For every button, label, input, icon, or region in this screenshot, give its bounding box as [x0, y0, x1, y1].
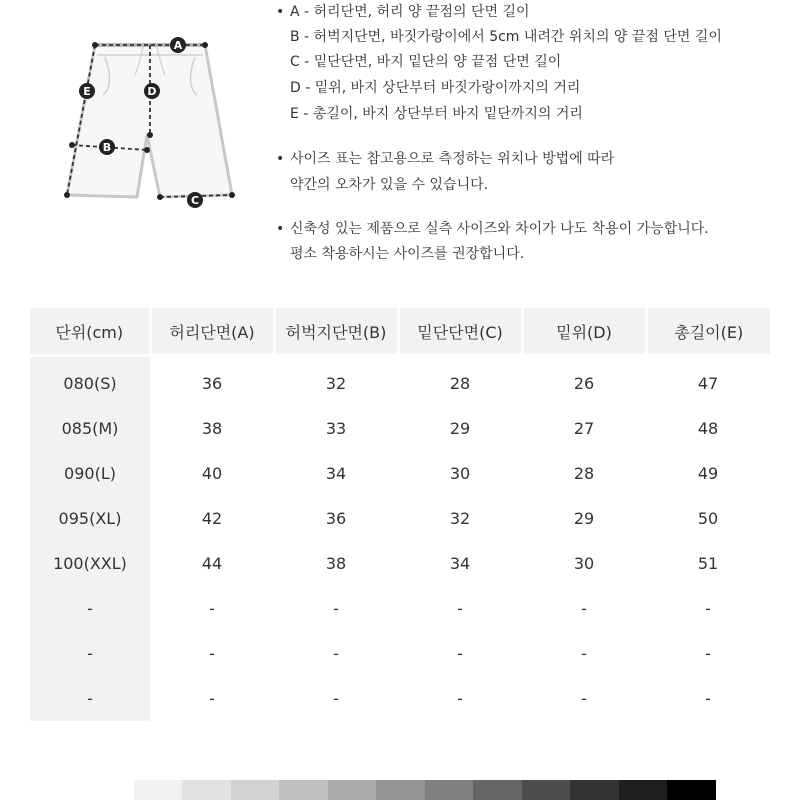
header-waist: 허리단면(A) — [150, 308, 274, 356]
size-label-cell: - — [30, 586, 150, 631]
disclaimer-line-1: 사이즈 표는 참고용으로 측정하는 위치나 방법에 따라 — [290, 151, 615, 167]
measurement-cell: 32 — [449, 509, 471, 528]
measurement-cell: 51 — [697, 554, 719, 573]
measurement-cell: 29 — [449, 419, 471, 438]
measurement-cell: 30 — [573, 554, 595, 573]
size-label-cell: 100(XXL) — [30, 541, 150, 586]
table-row — [30, 451, 770, 496]
color-swatch — [231, 780, 280, 800]
marker-d — [144, 83, 160, 99]
measurement-cell: - — [209, 599, 215, 618]
color-swatch — [134, 780, 183, 800]
measurement-cell: 29 — [573, 509, 595, 528]
measurement-cell: - — [333, 644, 339, 663]
color-swatch — [473, 780, 522, 800]
table-row — [30, 356, 770, 407]
header-total-length: 총길이(E) — [646, 308, 770, 356]
svg-text:C: C — [190, 194, 200, 207]
svg-text:D: D — [147, 85, 157, 98]
definition-c: C - 밑단단면, 바지 밑단의 양 끝점 단면 길이 — [290, 54, 562, 70]
measurement-cell: 47 — [697, 374, 719, 393]
color-swatch — [376, 780, 425, 800]
definition-e: E - 총길이, 바지 상단부터 바지 밑단까지의 거리 — [290, 106, 583, 122]
measurement-cell: 42 — [201, 509, 223, 528]
color-swatch — [570, 780, 619, 800]
color-swatch — [522, 780, 571, 800]
svg-text:A: A — [173, 39, 183, 52]
measurement-cell: 50 — [697, 509, 719, 528]
definition-b: B - 허벅지단면, 바짓가랑이에서 5cm 내려간 위치의 양 끝점 단면 길이 — [290, 29, 722, 45]
header-hem: 밑단단면(C) — [398, 308, 522, 356]
measurement-cell: - — [705, 644, 711, 663]
measurement-cell: - — [333, 599, 339, 618]
size-table — [30, 308, 770, 721]
stretch-note-line-1: 신축성 있는 제품으로 실측 사이즈와 차이가 나도 착용이 가능합니다. — [290, 221, 709, 237]
measurement-cell: - — [209, 689, 215, 708]
measurement-cell: 40 — [201, 464, 223, 483]
table-row — [30, 586, 770, 631]
measurement-cell: 44 — [201, 554, 223, 573]
color-swatch-strip — [85, 780, 716, 800]
size-label-cell: - — [30, 631, 150, 676]
definition-a: A - 허리단면, 허리 양 끝점의 단면 길이 — [290, 4, 530, 20]
measurement-cell: 49 — [697, 464, 719, 483]
measurement-cell: - — [705, 689, 711, 708]
measurement-cell: - — [581, 644, 587, 663]
table-row — [30, 496, 770, 541]
measurement-cell: 38 — [325, 554, 347, 573]
measurement-cell: 26 — [573, 374, 595, 393]
bullet: • — [276, 151, 285, 167]
bullet: • — [276, 221, 285, 237]
measurement-cell: - — [333, 689, 339, 708]
color-swatch — [85, 780, 134, 800]
measurement-cell: - — [209, 644, 215, 663]
color-swatch — [425, 780, 474, 800]
measurement-cell: 27 — [573, 419, 595, 438]
stretch-note-line-2: 평소 착용하시는 사이즈를 권장합니다. — [290, 246, 525, 262]
table-row — [30, 631, 770, 676]
color-swatch — [667, 780, 716, 800]
measurement-cell: 48 — [697, 419, 719, 438]
size-label-cell: 095(XL) — [30, 496, 150, 541]
marker-c — [187, 192, 203, 208]
measurement-cell: - — [581, 689, 587, 708]
bullet: • — [276, 4, 285, 20]
measurement-cell: - — [705, 599, 711, 618]
measurement-cell: 32 — [325, 374, 347, 393]
color-swatch — [279, 780, 328, 800]
marker-a — [170, 37, 186, 53]
measurement-cell: 28 — [449, 374, 471, 393]
measurement-cell: 38 — [201, 419, 223, 438]
measurement-cell: 34 — [449, 554, 471, 573]
marker-b — [99, 139, 115, 155]
header-rise: 밑위(D) — [522, 308, 646, 356]
measurement-cell: - — [457, 644, 463, 663]
table-row — [30, 406, 770, 451]
color-swatch — [328, 780, 377, 800]
measurement-cell: 36 — [325, 509, 347, 528]
header-thigh: 허벅지단면(B) — [274, 308, 398, 356]
color-swatch — [619, 780, 668, 800]
measurement-cell: 36 — [201, 374, 223, 393]
table-header-row — [30, 308, 770, 356]
measurement-cell: - — [457, 689, 463, 708]
size-label-cell: 080(S) — [30, 356, 150, 407]
definition-d: D - 밑위, 바지 상단부터 바짓가랑이까지의 거리 — [290, 80, 581, 96]
svg-text:E: E — [83, 85, 91, 98]
marker-e — [79, 83, 95, 99]
measurement-cell: 30 — [449, 464, 471, 483]
size-label-cell: 085(M) — [30, 406, 150, 451]
pants-measurement-diagram — [55, 25, 255, 225]
measurement-cell: - — [457, 599, 463, 618]
size-label-cell: 090(L) — [30, 451, 150, 496]
table-row — [30, 676, 770, 721]
color-swatch — [182, 780, 231, 800]
disclaimer-line-2: 약간의 오차가 있을 수 있습니다. — [290, 177, 489, 193]
table-row — [30, 541, 770, 586]
measurement-cell: 33 — [325, 419, 347, 438]
measurement-cell: - — [581, 599, 587, 618]
measurement-cell: 28 — [573, 464, 595, 483]
svg-text:B: B — [102, 141, 112, 154]
header-unit: 단위(cm) — [30, 308, 150, 356]
measurement-cell: 34 — [325, 464, 347, 483]
size-label-cell: - — [30, 676, 150, 721]
